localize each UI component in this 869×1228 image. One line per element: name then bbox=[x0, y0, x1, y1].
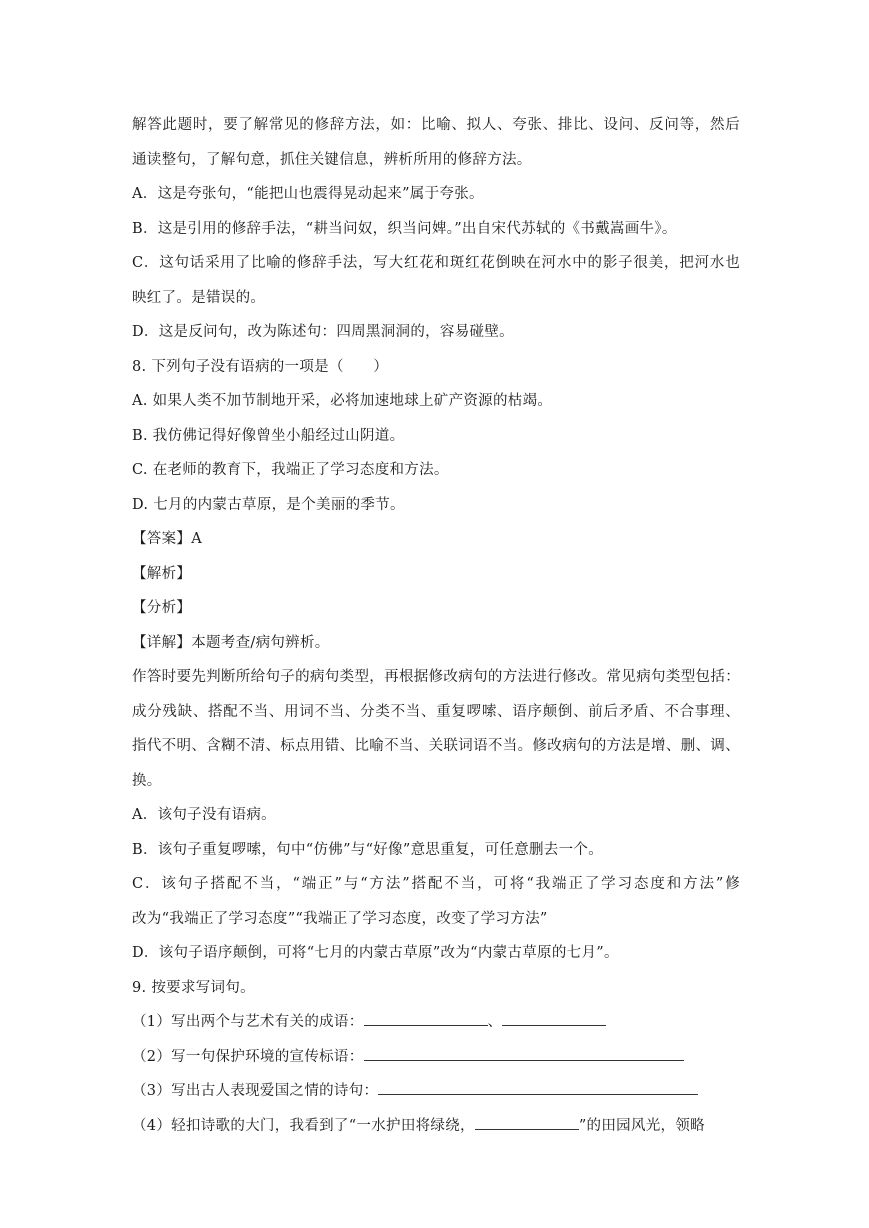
fill-item-1-label: （1）写出两个与艺术有关的成语： bbox=[132, 1014, 364, 1030]
answer-label: 【答案】A bbox=[132, 531, 202, 547]
answer-blank[interactable] bbox=[475, 1113, 579, 1130]
option-c: C. 在老师的教育下，我端正了学习态度和方法。 bbox=[132, 462, 449, 478]
text-line: A．这是夸张句，“能把山也震得晃动起来”属于夸张。 bbox=[132, 186, 484, 202]
text-line: C．该句子搭配不当，“端正”与“方法”搭配不当，可将“我端正了学习态度和方法”修 bbox=[132, 876, 740, 892]
text-line: 换。 bbox=[132, 772, 162, 789]
text-line: B．这是引用的修辞手法，“耕当问奴，织当问婢。”出自宋代苏轼的《书戴嵩画牛》。 bbox=[132, 220, 677, 237]
text-line: 改为“我端正了学习态度”“我端正了学习态度，改变了学习方法” bbox=[132, 910, 548, 927]
option-a: A. 如果人类不加节制地开采，必将加速地球上矿产资源的枯竭。 bbox=[132, 393, 553, 409]
fill-item-4-tail: ”的田园风光，领略 bbox=[578, 1117, 705, 1134]
answer-blank[interactable] bbox=[378, 1078, 698, 1095]
fill-item-4-label: （4）轻扣诗歌的大门，我看到了“一水护田将绿绕， bbox=[132, 1117, 475, 1134]
text-line: D．该句子语序颠倒，可将“七月的内蒙古草原”改为“内蒙古草原的七月”。 bbox=[132, 945, 619, 961]
question-8-title: 8. 下列句子没有语病的一项是（ ） bbox=[132, 358, 389, 375]
text-line: D．这是反问句，改为陈述句：四周黑洞洞的，容易碰壁。 bbox=[132, 324, 514, 340]
fill-item-1-separator: 、 bbox=[487, 1014, 503, 1030]
text-line: 解答此题时，要了解常见的修辞方法，如：比喻、拟人、夸张、排比、设问、反问等，然后 bbox=[132, 117, 740, 133]
analysis-label: 【解析】 bbox=[132, 565, 192, 582]
document-body bbox=[132, 108, 740, 1143]
text-line: A．该句子没有语病。 bbox=[132, 807, 276, 823]
fill-item-3 bbox=[132, 1074, 740, 1109]
answer-blank[interactable] bbox=[364, 1044, 684, 1061]
option-d: D. 七月的内蒙古草原，是个美丽的季节。 bbox=[132, 496, 405, 513]
fill-item-3-label: （3）写出古人表现爱国之情的诗句： bbox=[132, 1083, 379, 1099]
text-line: 作答时要先判断所给句子的病句类型，再根据修改病句的方法进行修改。常见病句类型包括： bbox=[132, 669, 740, 685]
text-line: 映红了。是错误的。 bbox=[132, 289, 266, 306]
text-line: 指代不明、含糊不清、标点用错、比喻不当、关联词语不当。修改病句的方法是增、删、调、 bbox=[132, 738, 740, 754]
text-line: B．该句子重复啰嗦，句中“仿佛”与“好像”意思重复，可任意删去一个。 bbox=[132, 841, 604, 858]
text-line: 成分残缺、搭配不当、用词不当、分类不当、重复啰嗦、语序颠倒、前后矛盾、不合事理、 bbox=[132, 703, 740, 720]
breakdown-label: 【分析】 bbox=[132, 600, 192, 616]
text-line: C．这句话采用了比喻的修辞手法，写大红花和斑红花倒映在河水中的影子很美，把河水也 bbox=[132, 255, 740, 271]
option-b: B. 我仿佛记得好像曾坐小船经过山阴道。 bbox=[132, 427, 405, 444]
question-9-title: 9. 按要求写词句。 bbox=[132, 979, 255, 996]
text-line: 通读整句，了解句意，抓住关键信息，辨析所用的修辞方法。 bbox=[132, 151, 532, 168]
fill-item-4 bbox=[132, 1109, 740, 1144]
fill-item-2-label: （2）写一句保护环境的宣传标语： bbox=[132, 1048, 364, 1065]
answer-blank[interactable] bbox=[502, 1009, 606, 1026]
detail-label: 【详解】本题考查/病句辨析。 bbox=[132, 634, 330, 651]
fill-item-1 bbox=[132, 1005, 740, 1040]
answer-blank[interactable] bbox=[364, 1009, 488, 1026]
fill-item-2 bbox=[132, 1040, 740, 1075]
